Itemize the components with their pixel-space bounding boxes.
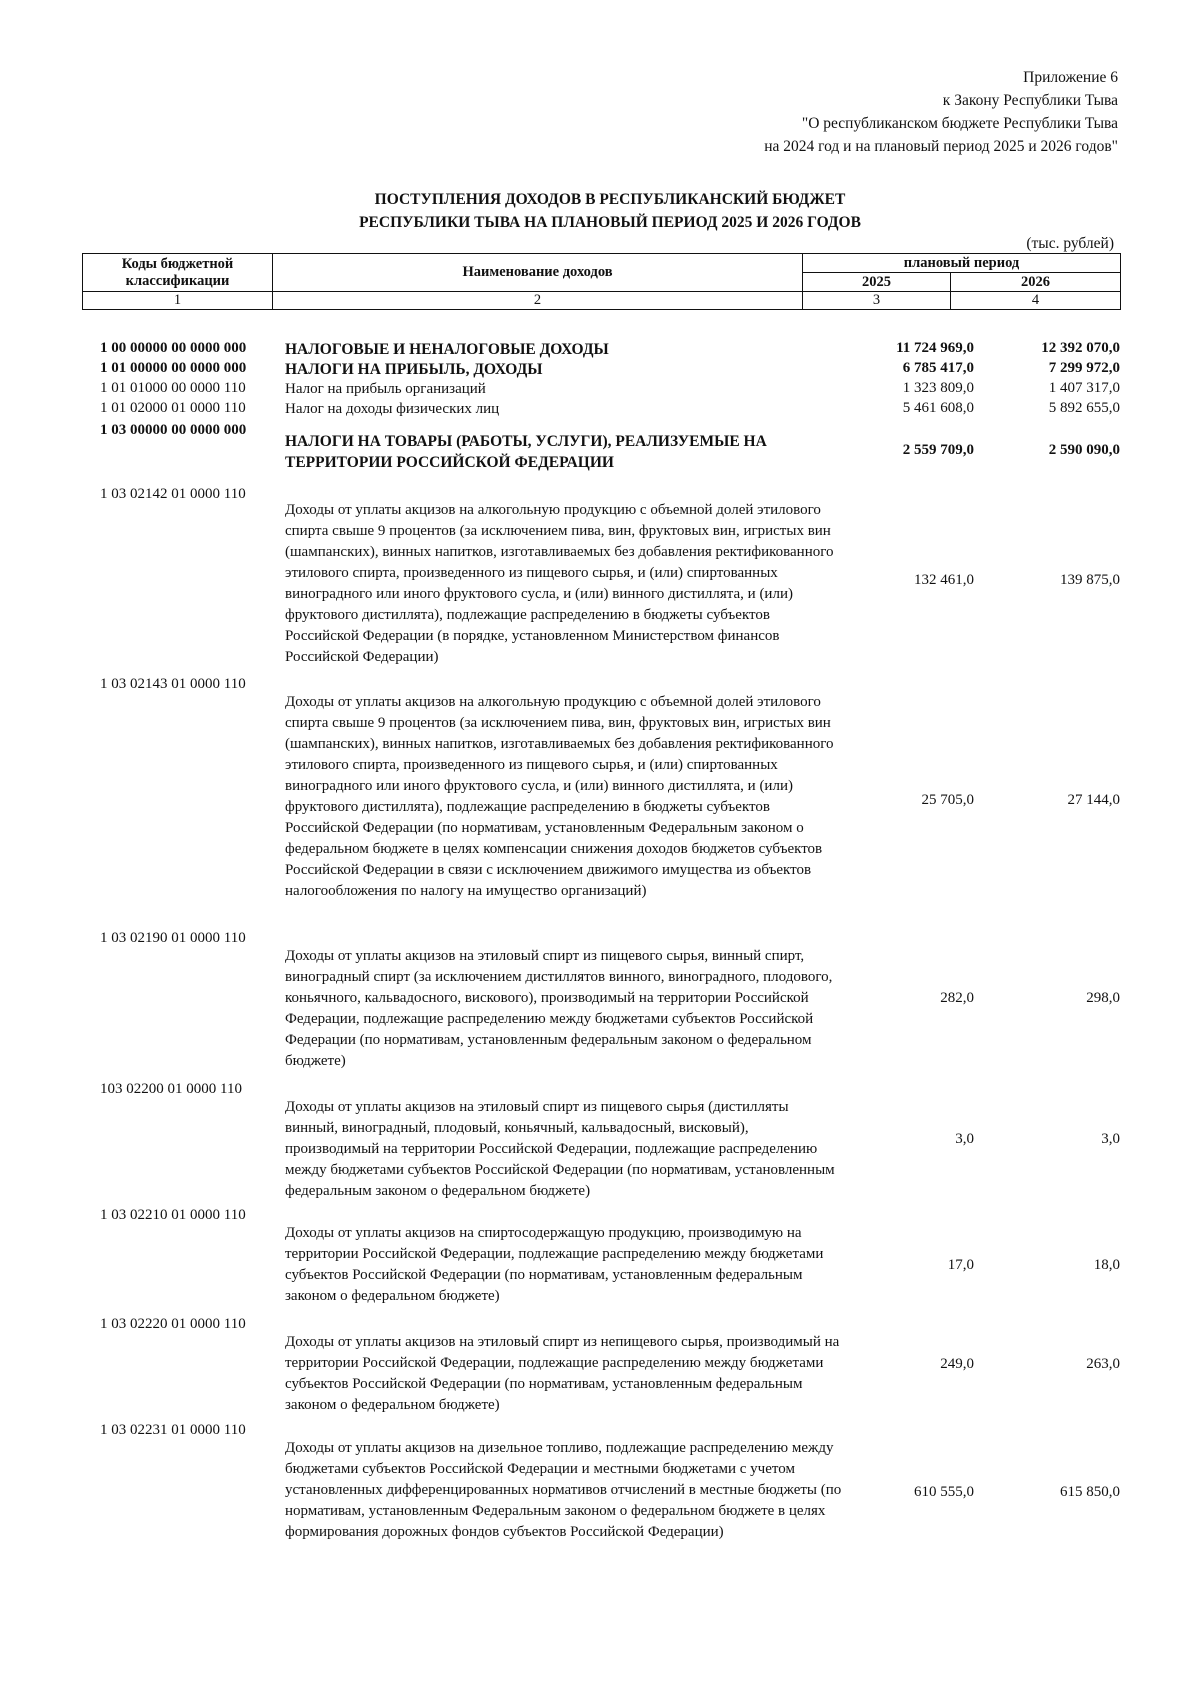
row-name: Доходы от уплаты акцизов на этиловый спирт из пищевого сырья (дистилляты винный, виноградный, плодовый, коньячный, кальвадосный, висковый), производимый на территории Российской Федерации, подлежащие распределению между бюджетами субъектов Российской Федерации (по нормативам, установленным федеральным законом о федеральном бюджете)	[285, 1099, 835, 1199]
row-value-2026: 18,0	[1093, 1257, 1120, 1273]
row-name: НАЛОГИ НА ТОВАРЫ (РАБОТЫ, УСЛУГИ), РЕАЛИЗУЕМЫЕ НА ТЕРРИТОРИИ РОССИЙСКОЙ ФЕДЕРАЦИИ	[285, 433, 767, 471]
row-name: Налог на доходы физических лиц	[285, 401, 500, 417]
table-row	[0, 1312, 1200, 1412]
row-value-2025: 610 555,0	[914, 1484, 974, 1500]
appendix-line: "О республиканском бюджете Республики Тыва	[801, 115, 1118, 132]
row-value-2025: 1 323 809,0	[902, 380, 974, 396]
row-value-2025: 6 785 417,0	[902, 360, 974, 376]
title-line: ПОСТУПЛЕНИЯ ДОХОДОВ В РЕСПУБЛИКАНСКИЙ БЮДЖЕТ	[374, 191, 846, 208]
row-code: 1 03 02190 01 0000 110	[100, 930, 246, 946]
row-code: 1 03 02142 01 0000 110	[100, 486, 246, 502]
table-row	[0, 400, 1200, 422]
document-title	[300, 188, 920, 234]
table-row	[0, 480, 1200, 665]
row-value-2025: 2 559 709,0	[902, 442, 974, 458]
row-value-2026: 12 392 070,0	[1041, 340, 1120, 356]
row-code: 1 03 02231 01 0000 110	[100, 1422, 246, 1438]
appendix-line: к Закону Республики Тыва	[942, 92, 1118, 109]
row-value-2026: 2 590 090,0	[1048, 442, 1120, 458]
header-col-number: 4	[951, 292, 1121, 310]
row-code: 1 03 02210 01 0000 110	[100, 1207, 246, 1223]
header-col-number: 2	[273, 292, 803, 310]
row-name: Доходы от уплаты акцизов на этиловый спирт из пищевого сырья, винный спирт, виноградный спирт (за исключением дистиллятов винного, виноградного, плодового, коньячного, кальвадосного, вискового), производимый на территории Российской Федерации, подлежащие распределению между бюджетами субъектов Российской Федерации (по нормативам, установленным федеральным законом о федеральном бюджете)	[285, 948, 833, 1069]
row-value-2026: 615 850,0	[1060, 1484, 1120, 1500]
header-col-number: 1	[83, 292, 273, 310]
row-code: 1 01 01000 00 0000 110	[100, 380, 246, 396]
row-code: 1 03 02220 01 0000 110	[100, 1316, 246, 1332]
row-value-2026: 27 144,0	[1067, 792, 1120, 808]
header-col-number: 3	[803, 292, 951, 310]
row-code: 1 03 02143 01 0000 110	[100, 676, 246, 692]
row-name: Доходы от уплаты акцизов на этиловый спирт из непищевого сырья, производимый на территории Российской Федерации, подлежащие распределению между бюджетами субъектов Российской Федерации (по нормативам, установленным федеральным законом о федеральном бюджете)	[285, 1334, 840, 1413]
row-value-2026: 1 407 317,0	[1048, 380, 1120, 396]
table-row	[0, 1418, 1200, 1558]
row-value-2025: 249,0	[940, 1356, 974, 1372]
header-year-2025: 2025	[803, 273, 951, 292]
row-value-2025: 17,0	[947, 1257, 974, 1273]
row-name: Доходы от уплаты акцизов на алкогольную продукцию с объемной долей этилового спирта свыше 9 процентов (за исключением пива, вин, фруктовых вин, игристых вин (шампанских), винных напитков, изготавливаемых без добавления ректификованного этилового спирта, произведенного из пищевого сырья, и (или) спиртованных виноградного или иного фруктового сусла, и (или) винного дистиллята, и (или) фруктового дистиллята), подлежащие распределению в бюджеты субъектов Российской Федерации (по нормативам, установленным Федеральным законом о федеральном бюджете в целях компенсации снижения доходов бюджетов субъектов Российской Федерации в связи с исключением движимого имущества из объектов налогообложения по налогу на имущество организаций)	[285, 694, 834, 899]
table-row	[0, 422, 1200, 472]
row-value-2026: 139 875,0	[1060, 572, 1120, 588]
row-value-2026: 263,0	[1086, 1356, 1120, 1372]
row-value-2025: 5 461 608,0	[902, 400, 974, 416]
header-codes: Коды бюджетной классификации	[83, 254, 273, 292]
row-value-2026: 298,0	[1086, 990, 1120, 1006]
row-code: 103 02200 01 0000 110	[100, 1081, 242, 1097]
table-row	[0, 926, 1200, 1069]
row-value-2025: 132 461,0	[914, 572, 974, 588]
row-value-2026: 5 892 655,0	[1048, 400, 1120, 416]
table-row	[0, 1203, 1200, 1303]
row-value-2025: 25 705,0	[921, 792, 974, 808]
row-name: Налог на прибыль организаций	[285, 381, 486, 397]
row-value-2025: 282,0	[940, 990, 974, 1006]
appendix-line: Приложение 6	[1023, 69, 1118, 86]
appendix-line: на 2024 год и на плановый период 2025 и 2026 годов"	[764, 138, 1118, 155]
row-value-2026: 7 299 972,0	[1048, 360, 1120, 376]
row-code: 1 03 00000 00 0000 000	[100, 422, 247, 438]
header-period: плановый период	[803, 254, 1121, 273]
title-line: РЕСПУБЛИКИ ТЫВА НА ПЛАНОВЫЙ ПЕРИОД 2025 И 2026 ГОДОВ	[359, 214, 861, 231]
row-value-2026: 3,0	[1101, 1131, 1120, 1147]
row-value-2025: 3,0	[955, 1131, 974, 1147]
header-year-2026: 2026	[951, 273, 1121, 292]
row-name: Доходы от уплаты акцизов на алкогольную продукцию с объемной долей этилового спирта свыше 9 процентов (за исключением пива, вин, фруктовых вин, игристых вин (шампанских), винных напитков, изготавливаемых без добавления ректификованного этилового спирта, произведенного из пищевого сырья, и (или) спиртованных виноградного или иного фруктового сусла, и (или) винного дистиллята, и (или) фруктового дистиллята), подлежащие распределению в бюджеты субъектов Российской Федерации (в порядке, установленном Министерством финансов Российской Федерации)	[285, 502, 834, 665]
units-label: (тыс. рублей)	[1026, 235, 1114, 252]
row-name: НАЛОГИ НА ПРИБЫЛЬ, ДОХОДЫ	[285, 361, 543, 378]
appendix-heading	[764, 66, 1118, 158]
row-name: НАЛОГОВЫЕ И НЕНАЛОГОВЫЕ ДОХОДЫ	[285, 341, 609, 358]
table-header	[82, 253, 1121, 310]
table-row	[0, 672, 1200, 912]
table-row	[0, 1077, 1200, 1199]
row-name: Доходы от уплаты акцизов на дизельное топливо, подлежащие распределению между бюджетами субъектов Российской Федерации и местными бюджетами с учетом установленных дифференцированных нормативов отчислений в местные бюджеты (по нормативам, установленным Федеральным законом о федеральном бюджете в целях формирования дорожных фондов субъектов Российской Федерации)	[285, 1440, 842, 1540]
row-name: Доходы от уплаты акцизов на спиртосодержащую продукцию, производимую на территории Российской Федерации, подлежащие распределению между бюджетами субъектов Российской Федерации (по нормативам, установленным федеральным законом о федеральном бюджете)	[285, 1225, 824, 1304]
row-code: 1 01 02000 01 0000 110	[100, 400, 246, 416]
row-code: 1 00 00000 00 0000 000	[100, 340, 247, 356]
header-name: Наименование доходов	[273, 254, 803, 292]
row-value-2025: 11 724 969,0	[896, 340, 974, 356]
row-code: 1 01 00000 00 0000 000	[100, 360, 247, 376]
